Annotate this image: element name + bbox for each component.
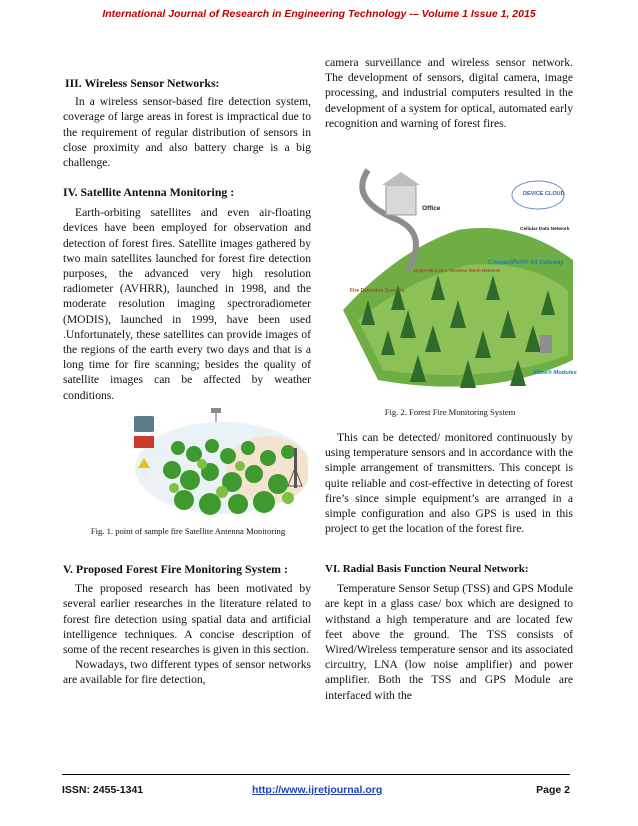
right-column-sec6 [325,562,573,703]
satellite-monitoring-illustration [128,408,308,518]
section-4-text: Earth-orbiting satellites and even air-floating devices have been employed for observation and detection of forest fires. Satellite images gathered by two main satellites launched for forest fire detection purposes, the advanced very high resolution radiometer (AVHRR), launched in 1998, and the moderate resolution imaging spectroradiometer (MODIS), launched in 1999, have been used .Unfortunately, these satellites can provide images of the regions of the earth every two days and that is a long time for fire scanning; besides the quality of satellite images can be affected by weather conditions. [63,206,311,402]
section-5-heading: V. Proposed Forest Fire Monitoring System : [63,562,288,576]
right-top-text: camera surveillance and wireless sensor network. The development of sensors, digital camera, image processing, and industrial computers resulted in the development of a system for optical, automated early recognition and warning of forest fires. [325,56,573,130]
section-6-heading: VI. Radial Basis Function Neural Network: [325,563,529,575]
fig2-label-device-cloud: DEVICE CLOUD [523,191,565,197]
right-column-mid [325,430,573,536]
right-mid-text: This can be detected/ monitored continuously by using temperature sensors and in accordance with the simple arrangement of transmitters. This concept is quite reliable and cost-effective in detecting of forest fire’s since simple equipment’s are arranged in a simple configuration and also GPS is used in this project to get the location of the forest fire. [325,431,573,536]
forest-fire-monitoring-illustration [338,160,578,400]
footer-journal-link[interactable]: http://www.ijretjournal.org [252,784,383,796]
fig2-label-gateway: ConnectPort® X4 Gateway [488,260,564,266]
page-footer [62,774,570,796]
figure-1 [128,408,308,518]
fig2-label-fire-sensors: Fire Detection Sensors [350,288,405,294]
fig2-label-cellular: Cellular Data Network [520,227,570,232]
figure-1-caption: Fig. 1. point of sample fire Satellite Antenna Monitoring [90,526,286,536]
section-3-heading: III. Wireless Sensor Networks: [65,76,220,90]
fig2-label-xbee: XBee® Modules [533,370,577,376]
fig2-label-office: Office [422,205,441,212]
section-5-paragraph-2: Nowadays, two different types of sensor networks are available for fire detection, [63,658,311,687]
right-column-top [325,55,573,131]
left-column-sec4 [63,185,311,403]
section-5-paragraph-1: The proposed research has been motivated by several earlier researches in the literature related to forest fire detection using spatial data and artificial intelligence techniques. A concise description of some of the recent researches is given in this section. [63,582,311,657]
footer-issn: ISSN: 2455-1341 [62,784,144,796]
figure-2-caption: Fig. 2. Forest Fire Monitoring System [384,407,516,417]
journal-header: International Journal of Research in Engineering Technology -– Volume 1 Issue 1, 2015 [102,8,536,20]
fig2-label-zigbee: ZigBee/802.15.4 Wireless Mesh Network [413,268,501,273]
section-6-text: Temperature Sensor Setup (TSS) and GPS Module are kept in a glass case/ box which are designed to withstand a high temperature and are located few feet above the ground. The TSS consists of Wired/Wireless temperature sensor and its associated circuitry, LNA (low noise amplifier) and power amplifier. Both the TSS and GPS Module are interfaced with the [325,582,573,702]
left-column-sec5 [63,562,311,688]
section-3-text: In a wireless sensor-based fire detection system, coverage of large areas in forest is impractical due to the requirement of regular distribution of sensors in close proximity and also battery charge is a big challenge. [63,95,311,170]
left-column [63,76,311,170]
footer-page-number: Page 2 [536,784,570,796]
figure-2 [338,160,578,400]
section-4-heading: IV. Satellite Antenna Monitoring : [63,185,235,199]
